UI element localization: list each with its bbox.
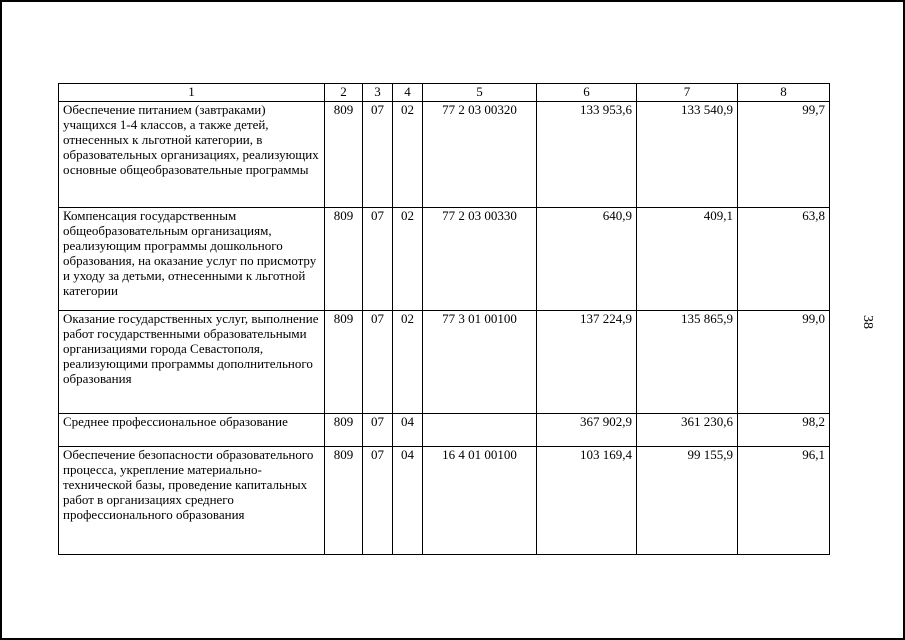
ministry-code: 809: [325, 414, 363, 447]
table-row: [59, 311, 830, 414]
target-article-code: [423, 414, 537, 447]
planned-amount: 137 224,9: [537, 311, 637, 414]
target-article-code: 77 2 03 00320: [423, 102, 537, 208]
row-description: Обеспечение безопасности образовательного процесса, укрепление материально-технической базы, проведение капитальных работ в организациях среднего профессионального образования: [59, 447, 325, 555]
subsection-code: 02: [393, 208, 423, 311]
section-code: 07: [363, 414, 393, 447]
column-header-6: 6: [537, 84, 637, 102]
subsection-code: 04: [393, 447, 423, 555]
target-article-code: 16 4 01 00100: [423, 447, 537, 555]
executed-amount: 409,1: [637, 208, 738, 311]
section-code: 07: [363, 208, 393, 311]
column-header-8: 8: [738, 84, 830, 102]
execution-percent: 99,7: [738, 102, 830, 208]
executed-amount: 361 230,6: [637, 414, 738, 447]
section-code: 07: [363, 447, 393, 555]
subsection-code: 02: [393, 102, 423, 208]
executed-amount: 135 865,9: [637, 311, 738, 414]
execution-percent: 98,2: [738, 414, 830, 447]
target-article-code: 77 2 03 00330: [423, 208, 537, 311]
row-description: Обеспечение питанием (завтраками) учащихся 1-4 классов, а также детей, отнесенных к льготной категории, в образовательных организациях, реализующих основные общеобразовательные программы: [59, 102, 325, 208]
budget-table: [58, 83, 830, 555]
target-article-code: 77 3 01 00100: [423, 311, 537, 414]
planned-amount: 133 953,6: [537, 102, 637, 208]
column-header-4: 4: [393, 84, 423, 102]
ministry-code: 809: [325, 311, 363, 414]
row-description: Оказание государственных услуг, выполнение работ государственными образовательными организациями города Севастополя, реализующими программы дополнительного образования: [59, 311, 325, 414]
planned-amount: 367 902,9: [537, 414, 637, 447]
column-header-3: 3: [363, 84, 393, 102]
column-header-7: 7: [637, 84, 738, 102]
row-description: Среднее профессиональное образование: [59, 414, 325, 447]
planned-amount: 640,9: [537, 208, 637, 311]
column-header-2: 2: [325, 84, 363, 102]
ministry-code: 809: [325, 447, 363, 555]
section-code: 07: [363, 311, 393, 414]
row-description: Компенсация государственным общеобразовательным организациям, реализующим программы дошкольного образования, на оказание услуг по присмотру и уходу за детьми, отнесенными к льготной категории: [59, 208, 325, 311]
subsection-code: 02: [393, 311, 423, 414]
table-row: [59, 102, 830, 208]
execution-percent: 99,0: [738, 311, 830, 414]
subsection-code: 04: [393, 414, 423, 447]
table-row: [59, 447, 830, 555]
ministry-code: 809: [325, 102, 363, 208]
execution-percent: 63,8: [738, 208, 830, 311]
header-row: [59, 84, 830, 102]
page-number: 38: [860, 315, 875, 329]
executed-amount: 99 155,9: [637, 447, 738, 555]
table-row: [59, 414, 830, 447]
column-header-5: 5: [423, 84, 537, 102]
table-row: [59, 208, 830, 311]
executed-amount: 133 540,9: [637, 102, 738, 208]
planned-amount: 103 169,4: [537, 447, 637, 555]
execution-percent: 96,1: [738, 447, 830, 555]
section-code: 07: [363, 102, 393, 208]
ministry-code: 809: [325, 208, 363, 311]
column-header-1: 1: [59, 84, 325, 102]
